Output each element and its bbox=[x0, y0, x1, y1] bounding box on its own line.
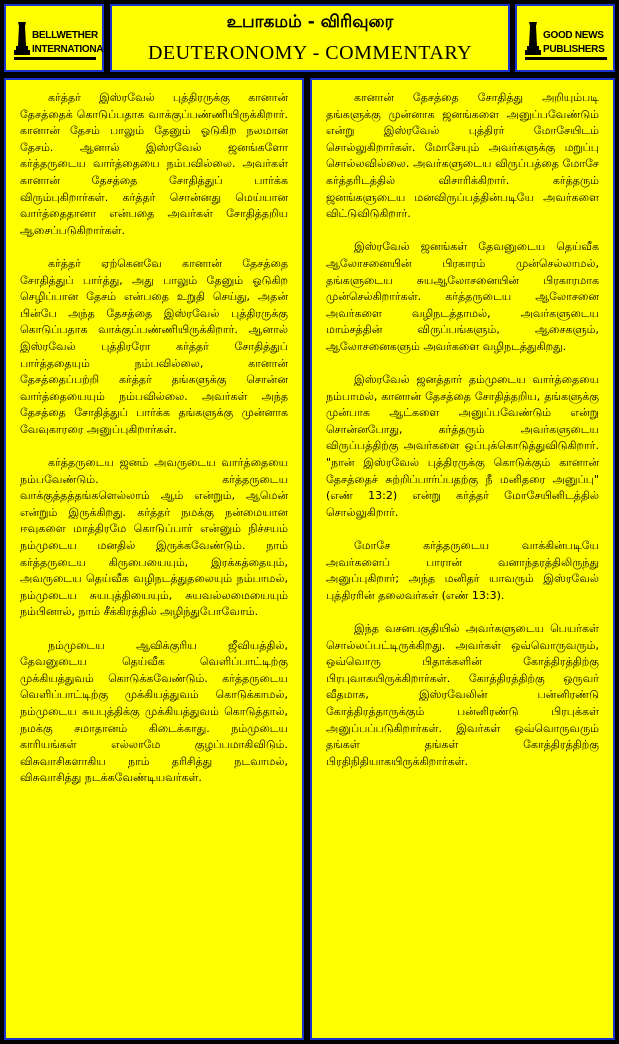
paragraph: இஸ்ரவேல் ஜனங்கள் தேவனுடைய தெய்வீக ஆலோசனையின் பிரகாரம் முன்செல்லாமல், தங்களுடைய சுயஆலோசனையின் பிரகாரமாக முன்செல்கிறார்கள். கர்த்தருடைய ஆலோசனை அவர்களை வழிநடத்தாமல், அவர்களுடைய மாம்சத்தின் விருப்பங்களும், ஆசைகளும், ஆலோசனைகளும் அவர்களை வழிநடத்துகிறது. bbox=[326, 240, 599, 353]
paragraph: மோசே கர்த்தருடைய வாக்கின்படியே அவர்களைப் பாரான் வனாந்தரத்திலிருந்து அனுப்புகிறார்; அந்த மனிதர் யாவரும் இஸ்ரவேல் புத்திரரின் தலைவர்கள் (எண் 13:3). bbox=[326, 539, 599, 602]
left-column-text bbox=[20, 90, 288, 804]
right-column-text bbox=[326, 90, 599, 787]
publisher-logo-right bbox=[515, 4, 615, 72]
left-column bbox=[4, 78, 304, 1040]
paragraph: கர்த்தருடைய ஜனம் அவருடைய வார்த்தையை நம்பவேண்டும். கர்த்தருடைய வாக்குத்தத்தங்களெல்லாம் ஆம் என்றும், ஆமென் என்றும் இருக்கிறது. கர்த்தர் நமக்கு நன்மையான ஈவுகளை மாத்திரமே கொடுப்பார் என்னும் நிச்சயம் நம்முடைய மனதில் இருக்கவேண்டும். நாம் கர்த்தருடைய கிருபையையும், இரக்கத்தையும், அவருடைய தெய்வீக வழிநடத்துதலையும் நம்பாமல், நம்முடைய சுயபுத்தியையும், சுயவல்லமையையும் நம்பினால், நாம் சீக்கிரத்தில் அழிந்துபோவோம். bbox=[20, 456, 288, 619]
paragraph: கர்த்தர் ஏற்கெனவே கானான் தேசத்தை சோதித்துப் பார்த்து, அது பாலும் தேனும் ஓடுகிற செழிப்பான தேசம் என்பதை உறுதி செய்து, அதன் பின்பே அந்த தேசத்தை இஸ்ரவேல் புத்திரருக்கு கொடுப்பதாக வாக்குப்பண்ணியிருக்கிறார். ஆனால் இஸ்ரவேல் புத்திரரோ கர்த்தர் சோதித்துப் பார்த்ததையும் நம்பவில்லை, கானான் தேசத்தைப்பற்றி கர்த்தர் தங்களுக்கு சொன்ன வார்த்தையையும் நம்பவில்லை. அவர்கள் அந்த தேசத்தை சோதித்துப் பார்க்க தங்களுக்கு முன்னாக வேவுகாரரை அனுப்புகிறார்கள். bbox=[20, 256, 288, 436]
paragraph: இந்த வசனபகுதியில் அவர்களுடைய பெயர்கள் சொல்லப்பட்டிருக்கிறது. அவர்கள் ஒவ்வொருவரும், ஒவ்வொரு பிதாக்களின் கோத்திரத்திற்கு பிரபுவாகயிருக்கிறார்கள். கோத்திரத்திற்கு ஒருவர் வீதமாக, இஸ்ரவேலின் பன்னிரண்டு கோத்திரத்தாருக்கும் பன்னிரண்டு பிரபுக்கள் அனுப்பப்படுகிறார்கள். இவர்கள் ஒவ்வொருவரும் தங்கள் தங்கள் கோத்திரத்திற்கு பிரதிநிதியாகயிருக்கிறார்கள். bbox=[326, 622, 599, 768]
publisher-logo-left bbox=[4, 4, 110, 72]
logo-right-line2: PUBLISHERS bbox=[543, 44, 605, 55]
paragraph: இஸ்ரவேல் ஜனத்தார் தம்முடைய வார்த்தையை நம்பாமல், கானான் தேசத்தை சோதித்தறிய, தங்களுக்கு முன்பாக ஆட்களை அனுப்பவேண்டும் என்று சொன்னபோது, கர்த்தரும் அவர்களுடைய விருப்பத்திற்கு அவர்களை ஒப்புக்கொடுத்துவிடுகிறார். "நான் இஸ்ரவேல் புத்திரருக்கு கொடுக்கும் கானான் தேசத்தைச் சுற்றிப்பார்ப்பதற்கு நீ மனிதரை அனுப்பு" (எண் 13:2) என்று கர்த்தர் மோசேயினிடத்தில் சொல்லுகிறார். bbox=[326, 373, 599, 519]
logo-left-line1: BELLWETHER bbox=[32, 30, 98, 41]
tamil-title: உபாகமம் - விரிவுரை bbox=[226, 12, 394, 32]
logo-right-line1: GOOD NEWS bbox=[543, 30, 604, 41]
logo-left-line2: INTERNATIONAL bbox=[32, 44, 110, 55]
paragraph: கர்த்தர் இஸ்ரவேல் புத்திரருக்கு கானான் தேசத்தைக் கொடுப்பதாக வாக்குப்பண்ணியிருக்கிறார். கானான் தேசம் பாலும் தேனும் ஓடுகிற நலமான தேசம். ஆனால் இஸ்ரவேல் ஜனங்களோ கர்த்தருடைய வார்த்தையை நம்பவில்லை. அவர்கள் கானான் தேசத்தை சோதித்துப் பார்க்க விரும்புகிறார்கள். கர்த்தர் சொன்னது மெய்யான வார்த்தைதானா என்பதை அவர்கள் சோதித்தறிய ஆசைப்படுகிறார்கள். bbox=[20, 91, 288, 237]
right-column bbox=[310, 78, 615, 1040]
english-title: DEUTERONOMY - COMMENTARY bbox=[147, 42, 473, 64]
page-header bbox=[110, 4, 510, 72]
paragraph: கானான் தேசத்தை சோதித்து அறியும்படி தங்களுக்கு முன்னாக ஜனங்களை அனுப்பவேண்டும் என்று இஸ்ரவேல் புத்திரர் மோசேயிடம் சொல்லுகிறார்கள். மோசேயும் அவர்களுக்கு மறுப்பு சொல்லவில்லை. அவர்களுடைய விருப்பத்தை மோசே கர்த்தரிடத்தில் விசாரிக்கிறார். கர்த்தரும் ஜனங்களுடைய மனவிருப்பத்தின்படியே அவர்களை விட்டுவிடுகிறார். bbox=[326, 91, 599, 221]
paragraph: நம்முடைய ஆவிக்குரிய ஜீவியத்தில், தேவனுடைய தெய்வீக வெளிப்பாட்டிற்கு முக்கியத்துவம் கொடுக்கவேண்டும். கர்த்தருடைய வெளிப்பாட்டிற்கு முக்கியத்துவம் கொடுக்காமல், நம்முடைய சுயபுத்திக்கு முக்கியத்துவம் கொடுத்தால், நமக்கு சமாதானம் கிடைக்காது. நம்முடைய காரியங்கள் எல்லாமே குழப்பமாகிவிடும். விசுவாசிகளாகிய நாம் தரிசித்து நடவாமல், விசுவாசித்து நடக்கவேண்டியவர்கள். bbox=[20, 638, 288, 785]
